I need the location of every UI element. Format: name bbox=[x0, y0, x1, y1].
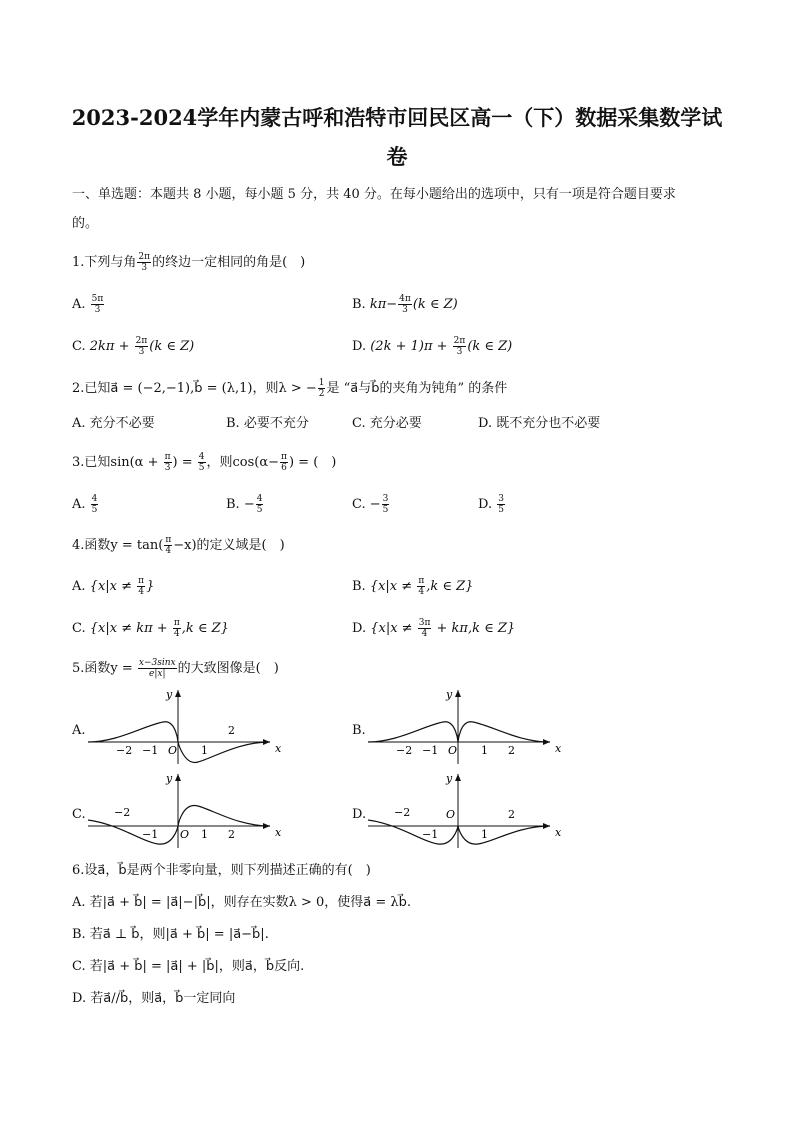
q3-d-num: 3 bbox=[498, 494, 504, 504]
q3-num2: 4 bbox=[198, 452, 205, 462]
q4-den: 4 bbox=[165, 546, 172, 556]
y-label: y bbox=[166, 688, 173, 701]
q1-d-num: 2π bbox=[453, 336, 466, 346]
q1-a-label: A. bbox=[72, 297, 86, 312]
q4-b-pre: {x|x ≠ bbox=[369, 579, 417, 594]
question-4-stem bbox=[72, 535, 285, 556]
q4-a-den: 4 bbox=[138, 587, 144, 597]
q1-fraction bbox=[137, 252, 151, 273]
q3-d-den: 5 bbox=[498, 505, 504, 515]
q3-num1: π bbox=[164, 452, 171, 462]
q1-frac-den: 3 bbox=[141, 263, 148, 273]
q4-c-den: 4 bbox=[173, 629, 180, 639]
q2-frac-num: 1 bbox=[318, 378, 325, 388]
q5-suffix: 的大致图像是( ) bbox=[177, 661, 279, 676]
q4-a-post: } bbox=[146, 579, 155, 594]
q5-option-b-label[interactable]: B. bbox=[352, 723, 366, 738]
y-axis-arrow-icon bbox=[455, 774, 461, 781]
origin-label: O bbox=[448, 744, 458, 757]
q3-b-den: 5 bbox=[256, 505, 263, 515]
tick-1: 1 bbox=[201, 828, 208, 841]
q5-graph-b[interactable] bbox=[368, 686, 568, 766]
y-axis-arrow-icon bbox=[455, 690, 461, 697]
q4-b-label: B. bbox=[352, 579, 366, 594]
q6-option-b[interactable]: B. 若a⃗ ⊥ b⃗，则|a⃗ + b⃗| = |a⃗−b⃗|. bbox=[72, 927, 269, 942]
tick-2: 2 bbox=[508, 808, 515, 821]
q1-c-num: 2π bbox=[135, 336, 148, 346]
tick-1: 1 bbox=[481, 744, 488, 757]
q4-d-den: 4 bbox=[421, 629, 428, 639]
question-1-stem bbox=[72, 252, 305, 273]
q5-option-a-label[interactable]: A. bbox=[72, 723, 86, 738]
tick-2: 2 bbox=[508, 744, 515, 757]
q4-prefix: 4.函数y = tan( bbox=[72, 538, 164, 553]
q1-d-post: (k ∈ Z) bbox=[467, 339, 513, 354]
origin-label: O bbox=[180, 828, 190, 841]
q2-option-b[interactable]: B. 必要不充分 bbox=[226, 416, 309, 431]
origin-label: O bbox=[168, 744, 178, 757]
q3-mid: ) = bbox=[172, 455, 197, 470]
q3-prefix: 3.已知sin(α + bbox=[72, 455, 163, 470]
q1-frac-num: 2π bbox=[138, 252, 151, 262]
q5-option-d-label[interactable]: D. bbox=[352, 807, 367, 822]
q3-den1: 3 bbox=[164, 463, 171, 473]
q3-b-num: 4 bbox=[256, 494, 263, 504]
q4-d-num: 3π bbox=[418, 618, 431, 628]
q4-a-label: A. bbox=[72, 579, 86, 594]
q1-a-den: 3 bbox=[94, 305, 101, 315]
q3-option-d[interactable] bbox=[478, 494, 506, 515]
q1-b-num: 4π bbox=[399, 294, 411, 304]
x-label: x bbox=[555, 826, 562, 839]
question-5-stem bbox=[72, 658, 279, 679]
q1-c-pre: 2kπ + bbox=[89, 339, 134, 354]
q1-b-post: (k ∈ Z) bbox=[412, 297, 458, 312]
q5-graph-a[interactable] bbox=[88, 686, 288, 766]
q3-mid2: ，则cos(α− bbox=[206, 455, 280, 470]
q2-option-c[interactable]: C. 充分必要 bbox=[352, 416, 422, 431]
q3-option-c[interactable] bbox=[352, 494, 390, 515]
tick-neg2: −2 bbox=[396, 744, 413, 757]
q5-prefix: 5.函数y = bbox=[72, 661, 137, 676]
tick-neg1: −1 bbox=[142, 744, 159, 757]
q2-option-a[interactable]: A. 充分不必要 bbox=[72, 416, 155, 431]
q4-b-den: 4 bbox=[418, 587, 425, 597]
q1-prefix: 1.下列与角 bbox=[72, 255, 137, 270]
q6-option-c[interactable]: C. 若|a⃗ + b⃗| = |a⃗| + |b⃗|，则a⃗，b⃗反向. bbox=[72, 959, 305, 974]
y-label: y bbox=[446, 772, 453, 785]
tick-2: 2 bbox=[228, 724, 235, 737]
question-6-stem: 6.设a⃗，b⃗是两个非零向量，则下列描述正确的有( ) bbox=[72, 863, 371, 878]
q3-b-pre: − bbox=[243, 497, 255, 512]
q4-option-a[interactable] bbox=[72, 576, 154, 597]
x-label: x bbox=[275, 742, 282, 755]
q2-frac-den: 2 bbox=[318, 389, 325, 399]
q4-num: π bbox=[165, 535, 172, 545]
q2-suffix: 是 “a⃗与b⃗的夹角为钝角” 的条件 bbox=[326, 381, 508, 396]
tick-neg2: −2 bbox=[116, 744, 133, 757]
q4-option-c[interactable] bbox=[72, 618, 229, 639]
q4-c-post: ,k ∈ Z} bbox=[181, 621, 229, 636]
q4-a-pre: {x|x ≠ bbox=[89, 579, 137, 594]
q6-option-a[interactable]: A. 若|a⃗ + b⃗| = |a⃗|−|b⃗|，则存在实数λ > 0，使得a⃗ = λb⃗. bbox=[72, 895, 411, 910]
q3-a-label: A. bbox=[72, 497, 86, 512]
q4-option-d[interactable] bbox=[352, 618, 515, 639]
y-axis-arrow-icon bbox=[175, 774, 181, 781]
q3-c-label: C. bbox=[352, 497, 366, 512]
q1-c-label: C. bbox=[72, 339, 86, 354]
q2-prefix: 2.已知a⃗ = (−2,−1),b⃗ = (λ,1)，则λ > − bbox=[72, 381, 317, 396]
q5-num: x−3sinx bbox=[138, 658, 176, 668]
q2-option-d[interactable]: D. 既不充分也不必要 bbox=[478, 416, 601, 431]
section-header-line2: 的。 bbox=[72, 216, 99, 231]
q3-d-label: D. bbox=[478, 497, 493, 512]
q4-a-num: π bbox=[138, 576, 145, 586]
q4-c-pre: {x|x ≠ kπ + bbox=[89, 621, 172, 636]
q5-graph-d[interactable] bbox=[368, 770, 568, 850]
q3-den2: 5 bbox=[198, 463, 205, 473]
q3-suffix: ) = ( ) bbox=[288, 455, 337, 470]
section-header-line1: 一、单选题：本题共 8 小题，每小题 5 分，共 40 分。在每小题给出的选项中，只有一项是符合题目要求 bbox=[72, 187, 676, 202]
q1-option-d[interactable] bbox=[352, 336, 512, 357]
curve bbox=[368, 722, 550, 742]
q3-a-num: 4 bbox=[91, 494, 98, 504]
q5-option-c-label[interactable]: C. bbox=[72, 807, 86, 822]
exam-title-line2: 卷 bbox=[386, 144, 408, 169]
tick-neg2: −2 bbox=[114, 806, 131, 819]
q3-b-label: B. bbox=[226, 497, 240, 512]
tick-neg1: −1 bbox=[422, 828, 439, 841]
q1-c-post: (k ∈ Z) bbox=[149, 339, 195, 354]
q1-suffix: 的终边一定相同的角是( ) bbox=[152, 255, 306, 270]
x-label: x bbox=[555, 742, 562, 755]
question-2-stem bbox=[72, 378, 507, 399]
exam-title-line1: 2023-2024学年内蒙古呼和浩特市回民区高一（下）数据采集数学试 bbox=[71, 105, 723, 130]
q1-b-label: B. bbox=[352, 297, 366, 312]
q1-d-den: 3 bbox=[456, 347, 463, 357]
y-label: y bbox=[166, 772, 173, 785]
q6-option-d[interactable]: D. 若a⃗//b⃗，则a⃗，b⃗一定同向 bbox=[72, 991, 236, 1006]
q1-c-den: 3 bbox=[138, 347, 145, 357]
q3-a-den: 5 bbox=[91, 505, 98, 515]
q4-b-num: π bbox=[418, 576, 425, 586]
question-3-stem bbox=[72, 452, 336, 473]
q4-suffix: −x)的定义域是( ) bbox=[173, 538, 285, 553]
q1-option-b[interactable] bbox=[352, 294, 458, 315]
q3-option-a[interactable] bbox=[72, 494, 99, 515]
q5-graph-c[interactable] bbox=[88, 770, 288, 850]
tick-1: 1 bbox=[201, 744, 208, 757]
tick-neg1: −1 bbox=[422, 744, 439, 757]
q3-c-pre: − bbox=[369, 497, 381, 512]
q4-option-b[interactable] bbox=[352, 576, 473, 597]
q1-d-pre: (2k + 1)π + bbox=[370, 339, 452, 354]
q4-b-post: ,k ∈ Z} bbox=[426, 579, 474, 594]
origin-label: O bbox=[446, 808, 456, 821]
x-label: x bbox=[275, 826, 282, 839]
q3-c-num: 3 bbox=[382, 494, 389, 504]
q3-option-b[interactable] bbox=[226, 494, 264, 515]
q1-a-num: 5π bbox=[91, 294, 104, 304]
tick-neg2: −2 bbox=[394, 806, 411, 819]
q3-c-den: 5 bbox=[382, 505, 389, 515]
y-axis-arrow-icon bbox=[175, 690, 181, 697]
tick-2: 2 bbox=[228, 828, 235, 841]
q4-d-post: + kπ,k ∈ Z} bbox=[432, 621, 516, 636]
q4-d-pre: {x|x ≠ bbox=[370, 621, 417, 636]
q1-option-c[interactable] bbox=[72, 336, 194, 357]
q3-num3: π bbox=[281, 452, 287, 462]
q1-b-pre: kπ− bbox=[369, 297, 398, 312]
y-label: y bbox=[446, 688, 453, 701]
q1-d-label: D. bbox=[352, 339, 367, 354]
tick-1: 1 bbox=[481, 828, 488, 841]
q4-c-num: π bbox=[173, 618, 180, 628]
q3-den3: 6 bbox=[281, 463, 287, 473]
tick-neg1: −1 bbox=[142, 828, 159, 841]
q4-c-label: C. bbox=[72, 621, 86, 636]
q1-b-den: 3 bbox=[402, 305, 408, 315]
curve bbox=[368, 820, 550, 844]
q5-den: e|x| bbox=[149, 669, 166, 679]
q1-option-a[interactable] bbox=[72, 294, 105, 315]
q4-d-label: D. bbox=[352, 621, 367, 636]
